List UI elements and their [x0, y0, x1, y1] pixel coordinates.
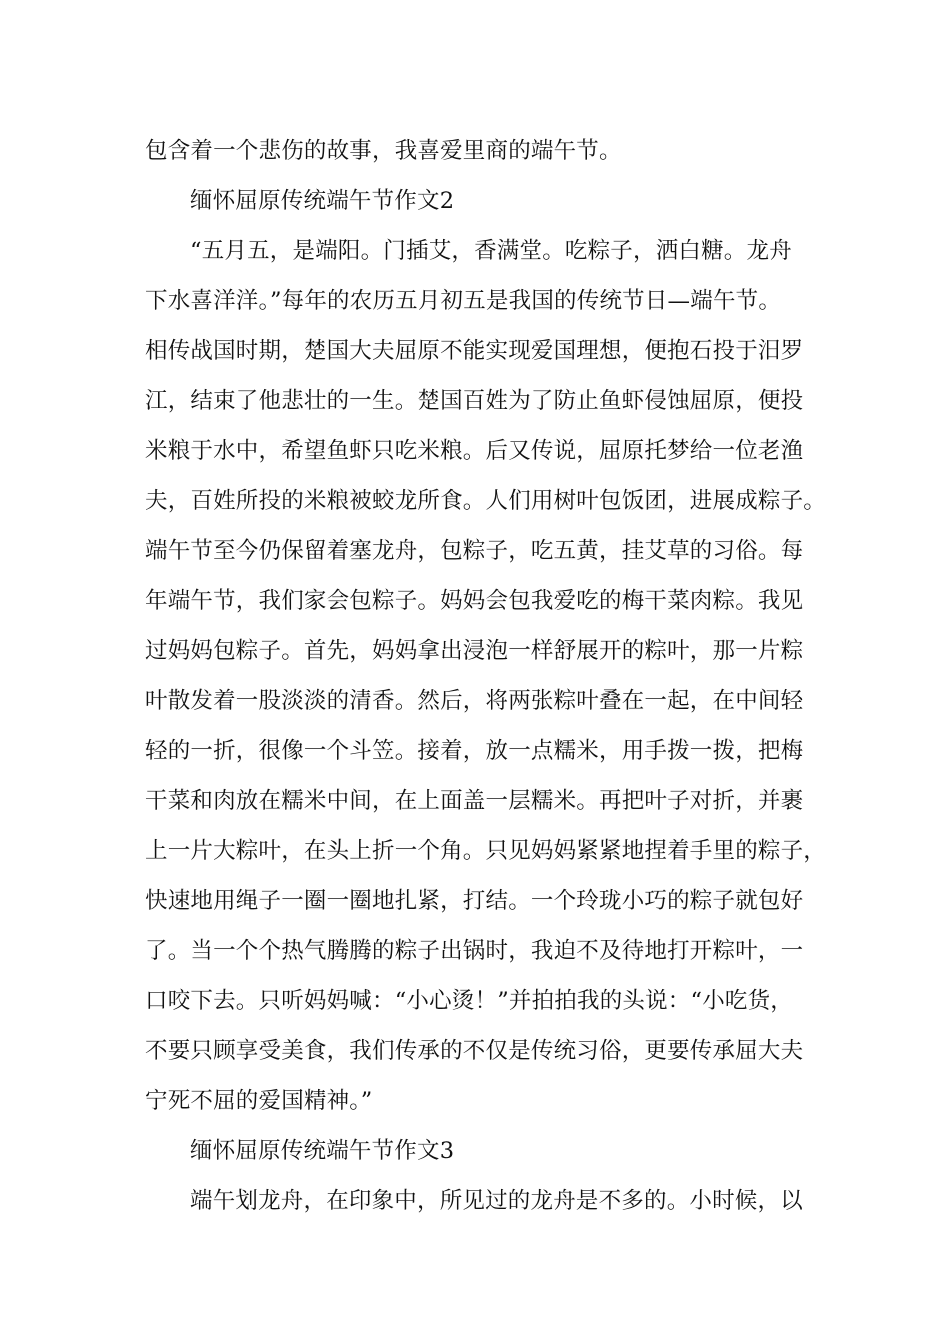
paragraph-line: 下水喜洋洋。”每年的农历五月初五是我国的传统节日—端午节。 — [145, 288, 782, 314]
paragraph-line: 口咬下去。只听妈妈喊：“小心烫！”并拍拍我的头说：“小吃货， — [145, 988, 794, 1014]
paragraph-line: 夫，百姓所投的米粮被蛟龙所食。人们用树叶包饭团，进展成粽子。 — [145, 488, 827, 514]
paragraph-line: 不要只顾享受美食，我们传承的不仅是传统习俗，更要传承屈大夫 — [145, 1038, 804, 1064]
section-heading: 缅怀屈原传统端午节作文2 — [190, 188, 455, 214]
paragraph-line: 相传战国时期，楚国大夫屈原不能实现爱国理想，便抱石投于汨罗 — [145, 338, 804, 364]
paragraph-line: 宁死不屈的爱国精神。” — [145, 1088, 373, 1114]
paragraph-line: “五月五，是端阳。门插艾，香满堂。吃粽子，洒白糖。龙舟 — [190, 238, 792, 264]
paragraph-line: 年端午节，我们家会包粽子。妈妈会包我爱吃的梅干菜肉粽。我见 — [145, 588, 804, 614]
paragraph-line: 干菜和肉放在糯米中间，在上面盖一层糯米。再把叶子对折，并裹 — [145, 788, 804, 814]
paragraph-line: 叶散发着一股淡淡的清香。然后，将两张粽叶叠在一起，在中间轻 — [145, 688, 804, 714]
paragraph-line: 端午节至今仍保留着塞龙舟，包粽子，吃五黄，挂艾草的习俗。每 — [145, 538, 804, 564]
section-heading: 缅怀屈原传统端午节作文3 — [190, 1138, 455, 1164]
paragraph-line: 米粮于水中，希望鱼虾只吃米粮。后又传说，屈原托梦给一位老渔 — [145, 438, 804, 464]
paragraph-line: 轻的一折，很像一个斗笠。接着，放一点糯米，用手拨一拨，把梅 — [145, 738, 804, 764]
paragraph-line: 江，结束了他悲壮的一生。楚国百姓为了防止鱼虾侵蚀屈原，便投 — [145, 388, 804, 414]
paragraph-line: 上一片大粽叶，在头上折一个角。只见妈妈紧紧地捏着手里的粽子， — [145, 838, 827, 864]
paragraph-line: 过妈妈包粽子。首先，妈妈拿出浸泡一样舒展开的粽叶，那一片粽 — [145, 638, 804, 664]
paragraph-line: 了。当一个个热气腾腾的粽子出锅时，我迫不及待地打开粽叶，一 — [145, 938, 804, 964]
paragraph-line: 快速地用绳子一圈一圈地扎紧，打结。一个玲珑小巧的粽子就包好 — [145, 888, 804, 914]
paragraph-line: 端午划龙舟，在印象中，所见过的龙舟是不多的。小时候，以 — [190, 1188, 803, 1214]
paragraph-line: 包含着一个悲伤的故事，我喜爱里商的端午节。 — [145, 138, 622, 164]
